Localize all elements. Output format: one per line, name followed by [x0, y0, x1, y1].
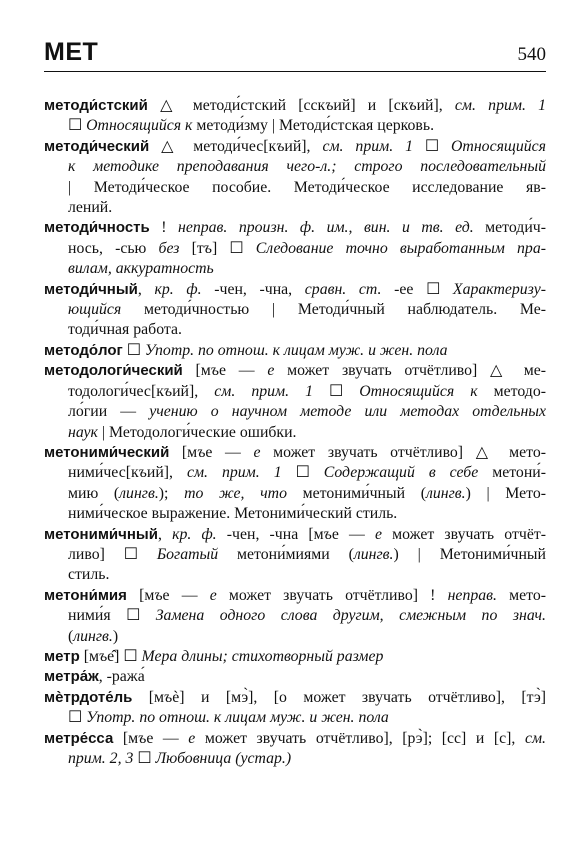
entry-text: ,: [157, 525, 173, 543]
entry-line: [44, 647, 546, 667]
headword: метони́мия: [44, 586, 127, 604]
italic-text: ъ: [197, 443, 206, 461]
italic-text: ъ: [210, 362, 219, 380]
entry-text: метони́-: [478, 464, 546, 482]
italic-text: ющийся: [68, 301, 122, 319]
entry-line: [44, 586, 546, 606]
entry-line: [44, 688, 546, 708]
italic-text: без: [158, 239, 180, 257]
entry-line: [44, 545, 546, 565]
entry-line: [44, 525, 546, 545]
entry-line: [44, 484, 546, 504]
headword: метоними́чный: [44, 525, 158, 543]
entry-text: стиль.: [68, 566, 110, 584]
entry-line: [44, 218, 546, 238]
headword: метра́ж: [44, 668, 99, 686]
entry-text: метоними́чный (: [286, 484, 426, 502]
italic-text: ъ: [154, 586, 163, 604]
entry-text: может звучать отчёт-: [381, 525, 546, 543]
entry-text: мето-: [496, 586, 546, 604]
entry-line: [44, 729, 546, 749]
entry-text: !: [149, 219, 179, 237]
entry-line: [44, 443, 546, 463]
italic-text: кр. ф.: [172, 525, 217, 543]
entry-text: ними́ческое выражение. Метоними́ческий стиль.: [68, 505, 398, 523]
entry-line: [44, 239, 546, 259]
italic-text: Относящийся: [451, 137, 546, 155]
italic-text: неправ. произн. ф. им., вин. и тв. ед.: [178, 219, 474, 237]
entry-list: [44, 96, 546, 769]
entry-line: [44, 423, 546, 443]
entry-text: ] ☐: [211, 239, 256, 257]
entry-text: ☐: [281, 464, 324, 482]
entry-text: ): [112, 627, 119, 645]
italic-text: е: [209, 586, 217, 604]
entry-text: [м: [113, 729, 139, 747]
entry-text: -чен, -чна,: [201, 280, 305, 298]
italic-text: неправ.: [447, 586, 497, 604]
entry-text: е —: [219, 362, 268, 380]
italic-text: е: [188, 729, 196, 747]
entry-text: [м: [182, 362, 211, 380]
italic-text: ъ: [203, 239, 212, 257]
italic-text: учению о научном методе или методах отдельных: [149, 403, 546, 421]
italic-text: лингв.: [353, 545, 394, 563]
italic-text: лингв.: [119, 484, 159, 502]
entry-text: ливо] ☐: [68, 545, 157, 563]
entry-line: [44, 708, 546, 728]
entry-text: лений.: [68, 199, 113, 217]
italic-text: сравн. ст.: [304, 280, 382, 298]
entry-text: (: [68, 627, 74, 645]
headword: методи́чный: [44, 280, 138, 298]
italic-text: Богатый: [156, 545, 219, 563]
entry-text: может звучать отчётливо] △ ме-: [274, 362, 547, 380]
entry-text: методи́зму | Методи́стская церковь.: [192, 117, 435, 135]
entry-line: [44, 116, 546, 136]
entry-line: [44, 565, 546, 585]
italic-text: ъ: [138, 729, 147, 747]
italic-text: Мера длины; стихотворный размер: [141, 647, 384, 665]
entry-text: е —: [146, 729, 189, 747]
entry-line: [44, 341, 546, 361]
entry-text: может звучать отчётливо] △ мето-: [260, 443, 546, 461]
entry-text: нось, -сью: [68, 239, 159, 257]
italic-text: вилам, аккуратность: [68, 260, 214, 278]
entry-line: [44, 361, 546, 381]
entry-text: может звучать отчётливо], [рэ̀]; [сс] и [с],: [195, 729, 525, 747]
entry-line: [44, 96, 546, 116]
italic-text: ъ: [163, 382, 173, 400]
entry-line: [44, 259, 546, 279]
entry-text: ий],: [416, 97, 455, 114]
entry-line: [44, 320, 546, 340]
entry-text: [м: [126, 586, 155, 604]
italic-text: см. прим. 1: [322, 137, 413, 155]
dictionary-entry: [44, 667, 546, 687]
italic-text: ъ: [164, 688, 173, 706]
dictionary-entry: [44, 729, 546, 770]
entry-text: ) | Мето-: [465, 484, 547, 502]
entry-text: ☐: [312, 382, 360, 400]
entry-text: );: [158, 484, 185, 502]
entry-text: е̂] ☐: [107, 647, 142, 665]
entry-text: , -ража́: [98, 668, 145, 686]
italic-text: прим. 2, 3: [68, 750, 134, 767]
entry-text: ий],: [146, 464, 187, 482]
italic-text: е: [267, 362, 275, 380]
entry-text: ними́я ☐: [68, 607, 156, 625]
entry-text: методи́ч-: [473, 219, 546, 237]
entry-line: [44, 749, 546, 769]
entry-text: мию (: [68, 484, 120, 502]
entry-text: [м: [79, 647, 99, 665]
entry-text: | Методологи́ческие ошибки.: [97, 423, 297, 441]
entry-text: е —: [205, 443, 254, 461]
entry-text: -чен, -чна [м: [216, 525, 324, 543]
entry-line: [44, 606, 546, 626]
italic-text: Относящийся к: [359, 382, 478, 400]
entry-line: [44, 463, 546, 483]
entry-line: [44, 667, 546, 687]
entry-text: ☐: [68, 117, 87, 135]
entry-line: [44, 402, 546, 422]
italic-text: е: [374, 525, 382, 543]
entry-line: [44, 280, 546, 300]
entry-text: тоди́чная работа.: [68, 321, 182, 339]
italic-text: е: [253, 443, 261, 461]
italic-text: Любовница (устар.): [155, 750, 292, 767]
italic-text: см. прим. 1: [454, 97, 546, 114]
italic-text: Следование точно выработанным пра-: [255, 239, 546, 257]
italic-text: ъ: [325, 97, 334, 114]
entry-text: может звучать отчётливо] !: [216, 586, 448, 604]
dictionary-page: [44, 38, 546, 769]
italic-text: ъ: [276, 137, 285, 155]
entry-text: ѐ] и [мэ̀], [о может звучать отчётливо], [тэ̀]: [172, 688, 546, 706]
italic-text: лингв.: [425, 484, 466, 502]
entry-line: [44, 300, 546, 320]
entry-text: тодологи́чес[к: [68, 382, 164, 400]
dictionary-entry: [44, 361, 546, 443]
headword: методи́чность: [44, 219, 150, 237]
entry-text: ☐: [122, 341, 145, 359]
dictionary-entry: [44, 96, 546, 137]
italic-text: к методике преподавания чего-л.; строго последовательный: [68, 158, 546, 176]
entry-line: [44, 198, 546, 218]
headword: методологи́ческий: [44, 362, 183, 380]
italic-text: см.: [524, 729, 546, 747]
italic-text: см. прим. 1: [186, 464, 282, 482]
italic-text: лингв.: [73, 627, 113, 645]
entry-text: ☐: [68, 709, 87, 727]
entry-line: [44, 504, 546, 524]
italic-text: наук: [68, 423, 98, 441]
headword: метре́сса: [44, 729, 114, 747]
dictionary-entry: [44, 525, 546, 586]
italic-text: Относящийся к: [86, 117, 193, 135]
entry-text: [м: [132, 688, 165, 706]
entry-line: [44, 382, 546, 402]
entry-text: | Методи́ческое пособие. Методи́ческое исследование яв-: [68, 178, 546, 196]
italic-text: ъ: [98, 647, 108, 665]
italic-text: Содержащий в себе: [323, 464, 479, 482]
entry-text: ними́чес[к: [68, 464, 139, 482]
entry-text: методо-: [477, 382, 546, 400]
entry-text: методи́чностью | Методи́чный наблюдатель. Ме-: [121, 301, 546, 319]
italic-text: Употр. по отнош. к лицам муж. и жен. пола: [144, 341, 448, 359]
italic-text: то же, что: [184, 484, 287, 502]
headword: методи́ческий: [44, 137, 150, 155]
entry-text: ло́гии —: [68, 403, 150, 421]
italic-text: ъ: [138, 464, 147, 482]
entry-text: ,: [137, 280, 155, 298]
entry-line: [44, 157, 546, 177]
entry-text: е —: [331, 525, 375, 543]
entry-line: [44, 627, 546, 647]
entry-line: [44, 137, 546, 157]
page-header: [44, 38, 546, 72]
dictionary-entry: [44, 137, 546, 219]
entry-text: е —: [162, 586, 210, 604]
entry-text: -ее ☐: [381, 280, 453, 298]
entry-text: [т: [179, 239, 204, 257]
entry-text: ) | Метоними́чный: [393, 545, 546, 563]
entry-text: [м: [169, 443, 198, 461]
dictionary-entry: [44, 443, 546, 525]
dictionary-entry: [44, 647, 546, 667]
italic-text: Употр. по отнош. к лицам муж. и жен. пола: [86, 709, 389, 727]
italic-text: ъ: [323, 525, 332, 543]
headword: методи́стский: [44, 97, 148, 114]
italic-text: Характеризу-: [452, 280, 546, 298]
entry-text: ☐: [133, 750, 156, 767]
headword: метр: [44, 647, 80, 665]
entry-text: метони́миями (: [218, 545, 354, 563]
entry-text: △ методи́чес[к: [149, 137, 277, 155]
entry-text: △ методи́стский [сск: [147, 97, 326, 114]
italic-text: ъ: [408, 97, 417, 114]
italic-text: см. прим. 1: [214, 382, 313, 400]
dictionary-entry: [44, 280, 546, 341]
headword: метоними́ческий: [44, 443, 170, 461]
entry-text: ий],: [284, 137, 323, 155]
dictionary-entry: [44, 218, 546, 279]
dictionary-entry: [44, 341, 546, 361]
italic-text: Замена одного слова другим, смежным по знач.: [155, 607, 546, 625]
entry-line: [44, 178, 546, 198]
page-number: 540: [517, 44, 546, 65]
entry-text: ☐: [412, 137, 452, 155]
dictionary-entry: [44, 688, 546, 729]
running-head: МЕТ: [44, 38, 99, 66]
entry-text: ий],: [172, 382, 215, 400]
italic-text: кр. ф.: [154, 280, 202, 298]
dictionary-entry: [44, 586, 546, 647]
headword: мѐтрдоте́ль: [44, 688, 133, 706]
headword: методо́лог: [44, 341, 123, 359]
entry-text: ий] и [ск: [333, 97, 409, 114]
